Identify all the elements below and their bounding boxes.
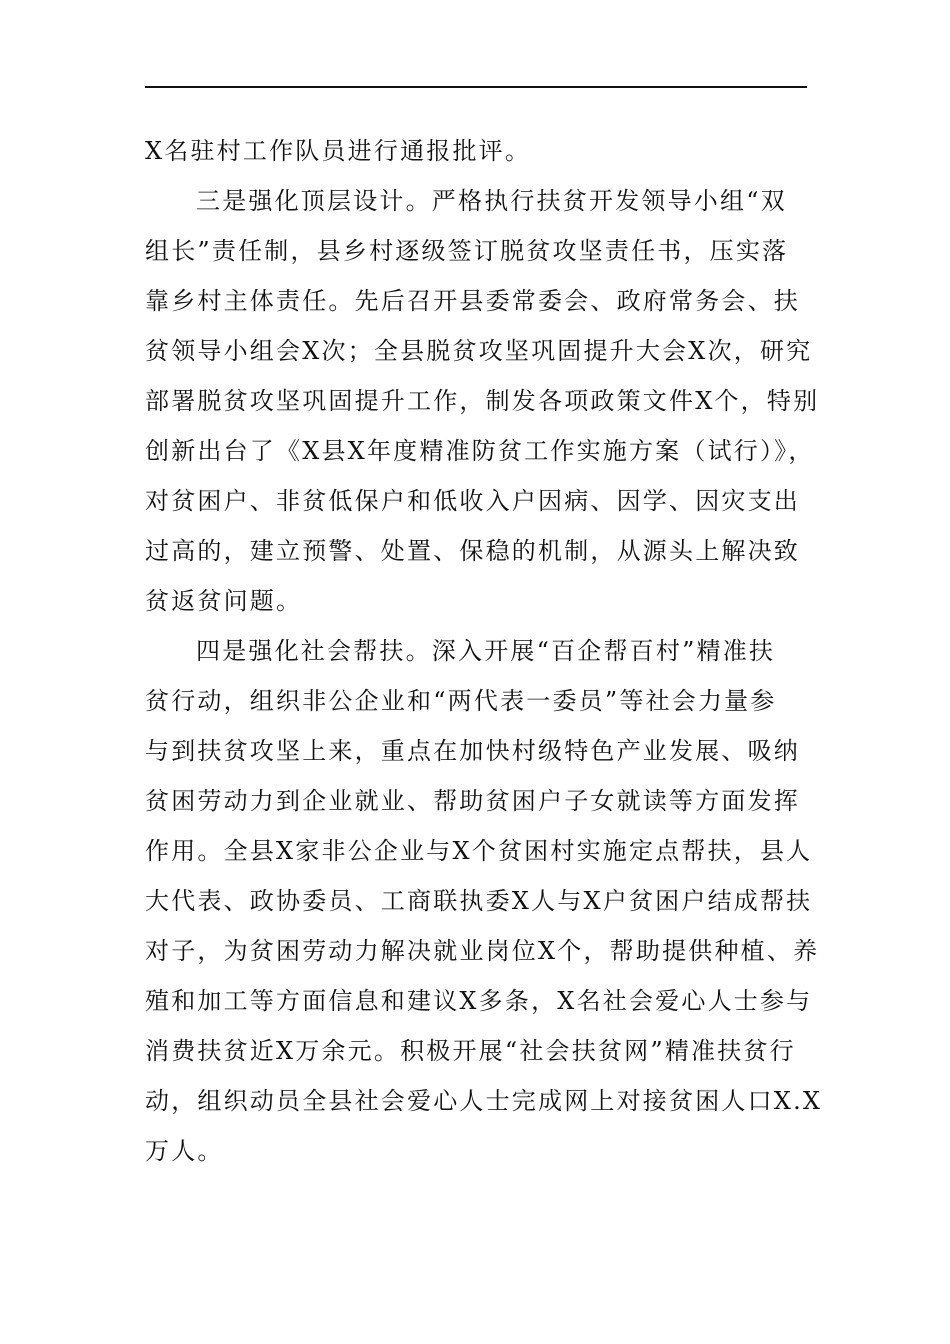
text-line: 部署脱贫攻坚巩固提升工作，制发各项政策文件X个，特别	[145, 387, 820, 415]
text-line: 贫行动，组织非公企业和“两代表一委员”等社会力量参	[145, 687, 777, 715]
text-line: 组长”责任制，县乡村逐级签订脱贫攻坚责任书，压实落	[145, 237, 789, 265]
text-line: 作用。全县X家非公企业与X个贫困村实施定点帮扶，县人	[145, 837, 813, 865]
text-line: 过高的，建立预警、处置、保稳的机制，从源头上解决致	[145, 537, 800, 565]
text-line: 万人。	[145, 1137, 224, 1165]
text-line: 创新出台了《X县X年度精准防贫工作实施方案（试行）》，	[145, 437, 815, 465]
text-line: X名驻村工作队员进行通报批评。	[145, 137, 532, 165]
text-line: 贫领导小组会X次；全县脱贫攻坚巩固提升大会X次，研究	[145, 337, 813, 365]
text-line: 贫返贫问题。	[145, 587, 303, 615]
paragraph-1	[145, 126, 815, 176]
text-line: 四是强化社会帮扶。深入开展“百企帮百村”精准扶	[196, 637, 776, 665]
text-line: 三是强化顶层设计。严格执行扶贫开发领导小组“双	[196, 187, 787, 215]
text-line: 动，组织动员全县社会爱心人士完成网上对接贫困人口X.X	[145, 1087, 823, 1115]
text-line: 对子，为贫困劳动力解决就业岗位X个，帮助提供种植、养	[145, 937, 820, 965]
text-line: 贫困劳动力到企业就业、帮助贫困户子女就读等方面发挥	[145, 787, 800, 815]
text-line: 对贫困户、非贫低保户和低收入户因病、因学、因灾支出	[145, 487, 800, 515]
paragraph-3	[145, 626, 823, 1176]
text-line: 与到扶贫攻坚上来，重点在加快村级特色产业发展、吸纳	[145, 737, 800, 765]
paragraph-2	[145, 176, 820, 626]
text-line: 消费扶贫近X万余元。积极开展“社会扶贫网”精准扶贫行	[145, 1037, 796, 1065]
text-line: 殖和加工等方面信息和建议X多条，X名社会爱心人士参与	[145, 987, 813, 1015]
document-body	[145, 126, 823, 1176]
text-line: 大代表、政协委员、工商联执委X人与X户贫困户结成帮扶	[145, 887, 813, 915]
text-line: 靠乡村主体责任。先后召开县委常委会、政府常务会、扶	[145, 287, 800, 315]
header-rule	[145, 86, 807, 88]
